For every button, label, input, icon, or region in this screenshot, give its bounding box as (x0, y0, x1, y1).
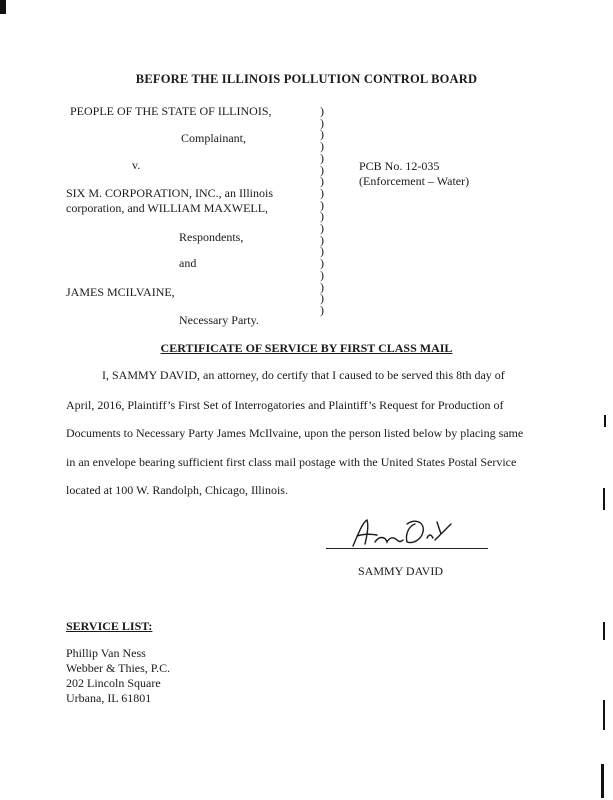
scan-edge-mark (604, 415, 606, 427)
certificate-line-5: located at 100 W. Randolph, Chicago, Illinois. (66, 483, 288, 497)
service-list-line-4: Urbana, IL 61801 (66, 691, 152, 705)
caption-parentheses: ) ) ) ) ) ) ) ) ) ) ) ) ) ) ) ) ) ) (320, 104, 324, 317)
service-list-line-3: 202 Lincoln Square (66, 676, 161, 690)
necessary-party-name: JAMES MCILVAINE, (66, 285, 175, 299)
service-list-line-2: Webber & Thies, P.C. (66, 661, 171, 675)
certificate-line-1: I, SAMMY DAVID, an attorney, do certify that I caused to be served this 8th day of (102, 368, 505, 382)
signatory-name: SAMMY DAVID (358, 564, 444, 578)
necessary-party-role: Necessary Party. (179, 313, 259, 327)
certificate-title: CERTIFICATE OF SERVICE BY FIRST CLASS MAIL (160, 341, 453, 355)
service-list-title: SERVICE LIST: (66, 619, 153, 633)
conjunction-text: and (179, 256, 197, 270)
service-list-line-1: Phillip Van Ness (66, 646, 146, 660)
scan-edge-mark (603, 488, 605, 510)
case-number: PCB No. 12-035 (359, 159, 440, 173)
signature-line (326, 548, 488, 549)
scan-edge-mark (603, 622, 605, 640)
scan-edge-mark (601, 764, 604, 798)
certificate-line-3: Documents to Necessary Party James McIlvaine, upon the person listed below by placing same (66, 426, 524, 440)
scan-edge-mark (0, 0, 6, 14)
case-type: (Enforcement – Water) (359, 174, 470, 188)
document-title: BEFORE THE ILLINOIS POLLUTION CONTROL BOARD (135, 72, 478, 86)
certificate-line-4: in an envelope bearing sufficient first class mail postage with the United States Postal Service (66, 455, 517, 469)
versus-text: v. (132, 158, 141, 172)
plaintiff-role: Complainant, (181, 131, 246, 145)
plaintiff-name: PEOPLE OF THE STATE OF ILLINOIS, (70, 104, 272, 118)
respondent-role: Respondents, (179, 230, 244, 244)
scan-edge-mark (603, 700, 605, 730)
certificate-line-2: April, 2016, Plaintiff’s First Set of Interrogatories and Plaintiff’s Request for Production of (66, 398, 504, 412)
respondent-line-2: corporation, and WILLIAM MAXWELL, (66, 201, 269, 215)
respondent-line-1: SIX M. CORPORATION, INC., an Illinois (66, 186, 274, 200)
